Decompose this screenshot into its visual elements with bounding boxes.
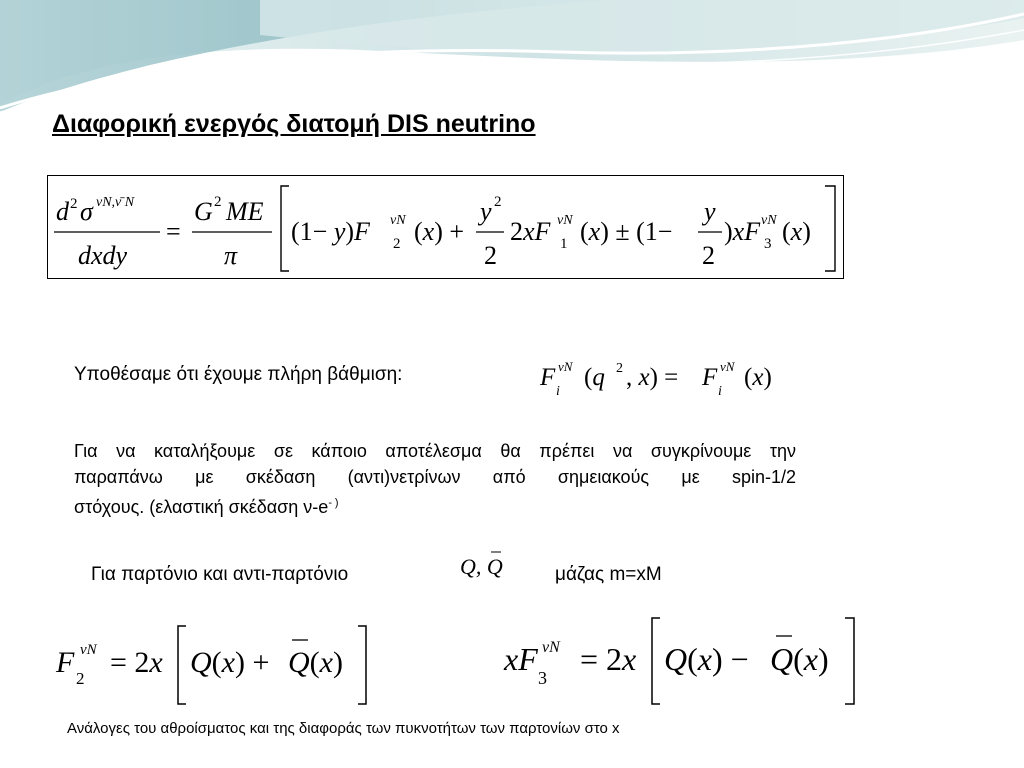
svg-text:νN: νN: [720, 359, 735, 374]
svg-text:3: 3: [764, 236, 772, 252]
svg-text:2: 2: [616, 361, 623, 376]
svg-text:xF: xF: [504, 641, 538, 677]
parton-symbols: Q, Q: [460, 554, 503, 579]
svg-text:2: 2: [214, 194, 222, 210]
svg-text:F: F: [540, 364, 556, 391]
svg-text:=: =: [166, 217, 181, 246]
paragraph-line-1: Για να καταλήξουμε σε κάποιο αποτέλεσμα θα πρέπει να συγκρίνουμε την: [74, 441, 796, 461]
svg-text:= 2x: = 2x: [580, 641, 637, 677]
svg-text:, x) =: , x) =: [626, 364, 679, 391]
f2-equation: [52, 618, 382, 710]
svg-text:2: 2: [494, 194, 502, 210]
svg-text:νN: νN: [761, 213, 777, 228]
svg-text:(x): (x): [744, 364, 772, 391]
parton-label: Για παρτόνιο και αντι-παρτόνιο: [91, 564, 349, 585]
svg-text:σ: σ: [80, 197, 93, 226]
svg-text:2: 2: [76, 669, 85, 688]
footnote: Ανάλογες του αθροίσματος και της διαφοράς των πυκνοτήτων των παρτονίων στο x: [67, 720, 620, 737]
svg-text:1: 1: [560, 236, 568, 252]
paragraph-line-2: παραπάνω με σκέδαση (αντι)νετρίνων από σημειακούς με spin-1/2: [74, 467, 796, 487]
svg-text:Q(x) +: Q(x) +: [190, 646, 270, 679]
svg-text:π: π: [224, 241, 238, 270]
svg-text:Q(x): Q(x): [288, 646, 343, 679]
svg-text:2: 2: [702, 241, 715, 270]
comparison-paragraph: [74, 438, 796, 520]
antiquark-bar: [490, 550, 502, 554]
svg-text:F: F: [702, 364, 718, 391]
svg-text:(x): (x): [782, 217, 811, 246]
svg-text:2xF: 2xF: [510, 217, 551, 246]
cross-section-equation: [48, 176, 843, 278]
svg-text:= 2x: = 2x: [110, 646, 163, 679]
svg-text:νN: νN: [80, 642, 97, 658]
svg-text:2: 2: [393, 236, 401, 252]
header-wave-decoration: [0, 0, 1024, 120]
svg-text:i: i: [556, 384, 560, 399]
cross-section-equation-box: [47, 175, 844, 279]
svg-text:2: 2: [70, 196, 78, 212]
xf3-equation: [500, 612, 865, 708]
svg-text:d: d: [56, 197, 69, 226]
svg-text:νN: νN: [558, 359, 573, 374]
scaling-equation: [536, 355, 796, 401]
svg-text:(x) ± (1−: (x) ± (1−: [580, 217, 673, 246]
slide-title: Διαφορική ενεργός διατομή DIS neutrino: [52, 110, 536, 138]
paragraph-line-3: στόχους. (ελαστική σκέδαση ν-e- ): [74, 497, 339, 517]
svg-text:ME: ME: [226, 197, 264, 226]
svg-text:νN,ν̄ N: νN,ν̄ N: [96, 195, 135, 210]
svg-text:2: 2: [484, 241, 497, 270]
svg-text:νN: νN: [542, 639, 560, 656]
svg-text:)xF: )xF: [724, 217, 761, 246]
svg-text:y: y: [480, 197, 492, 226]
svg-text:Q(x): Q(x): [770, 641, 829, 677]
svg-text:y: y: [704, 197, 716, 226]
svg-text:Q(x) −: Q(x) −: [664, 641, 749, 677]
svg-text:(x) +: (x) +: [414, 217, 465, 246]
svg-text:i: i: [718, 384, 722, 399]
svg-text:F: F: [56, 646, 75, 679]
svg-text:dxdy: dxdy: [78, 241, 128, 270]
svg-text:3: 3: [538, 668, 547, 688]
svg-text:νN: νN: [557, 213, 573, 228]
svg-text:G: G: [194, 197, 213, 226]
mass-label: μάζας m=xM: [555, 564, 662, 585]
assumption-label: Υποθέσαμε ότι έχουμε πλήρη βάθμιση:: [74, 364, 403, 385]
svg-text:(q: (q: [584, 364, 605, 391]
svg-text:νN: νN: [390, 213, 406, 228]
svg-text:(1− y)F: (1− y)F: [291, 217, 370, 246]
